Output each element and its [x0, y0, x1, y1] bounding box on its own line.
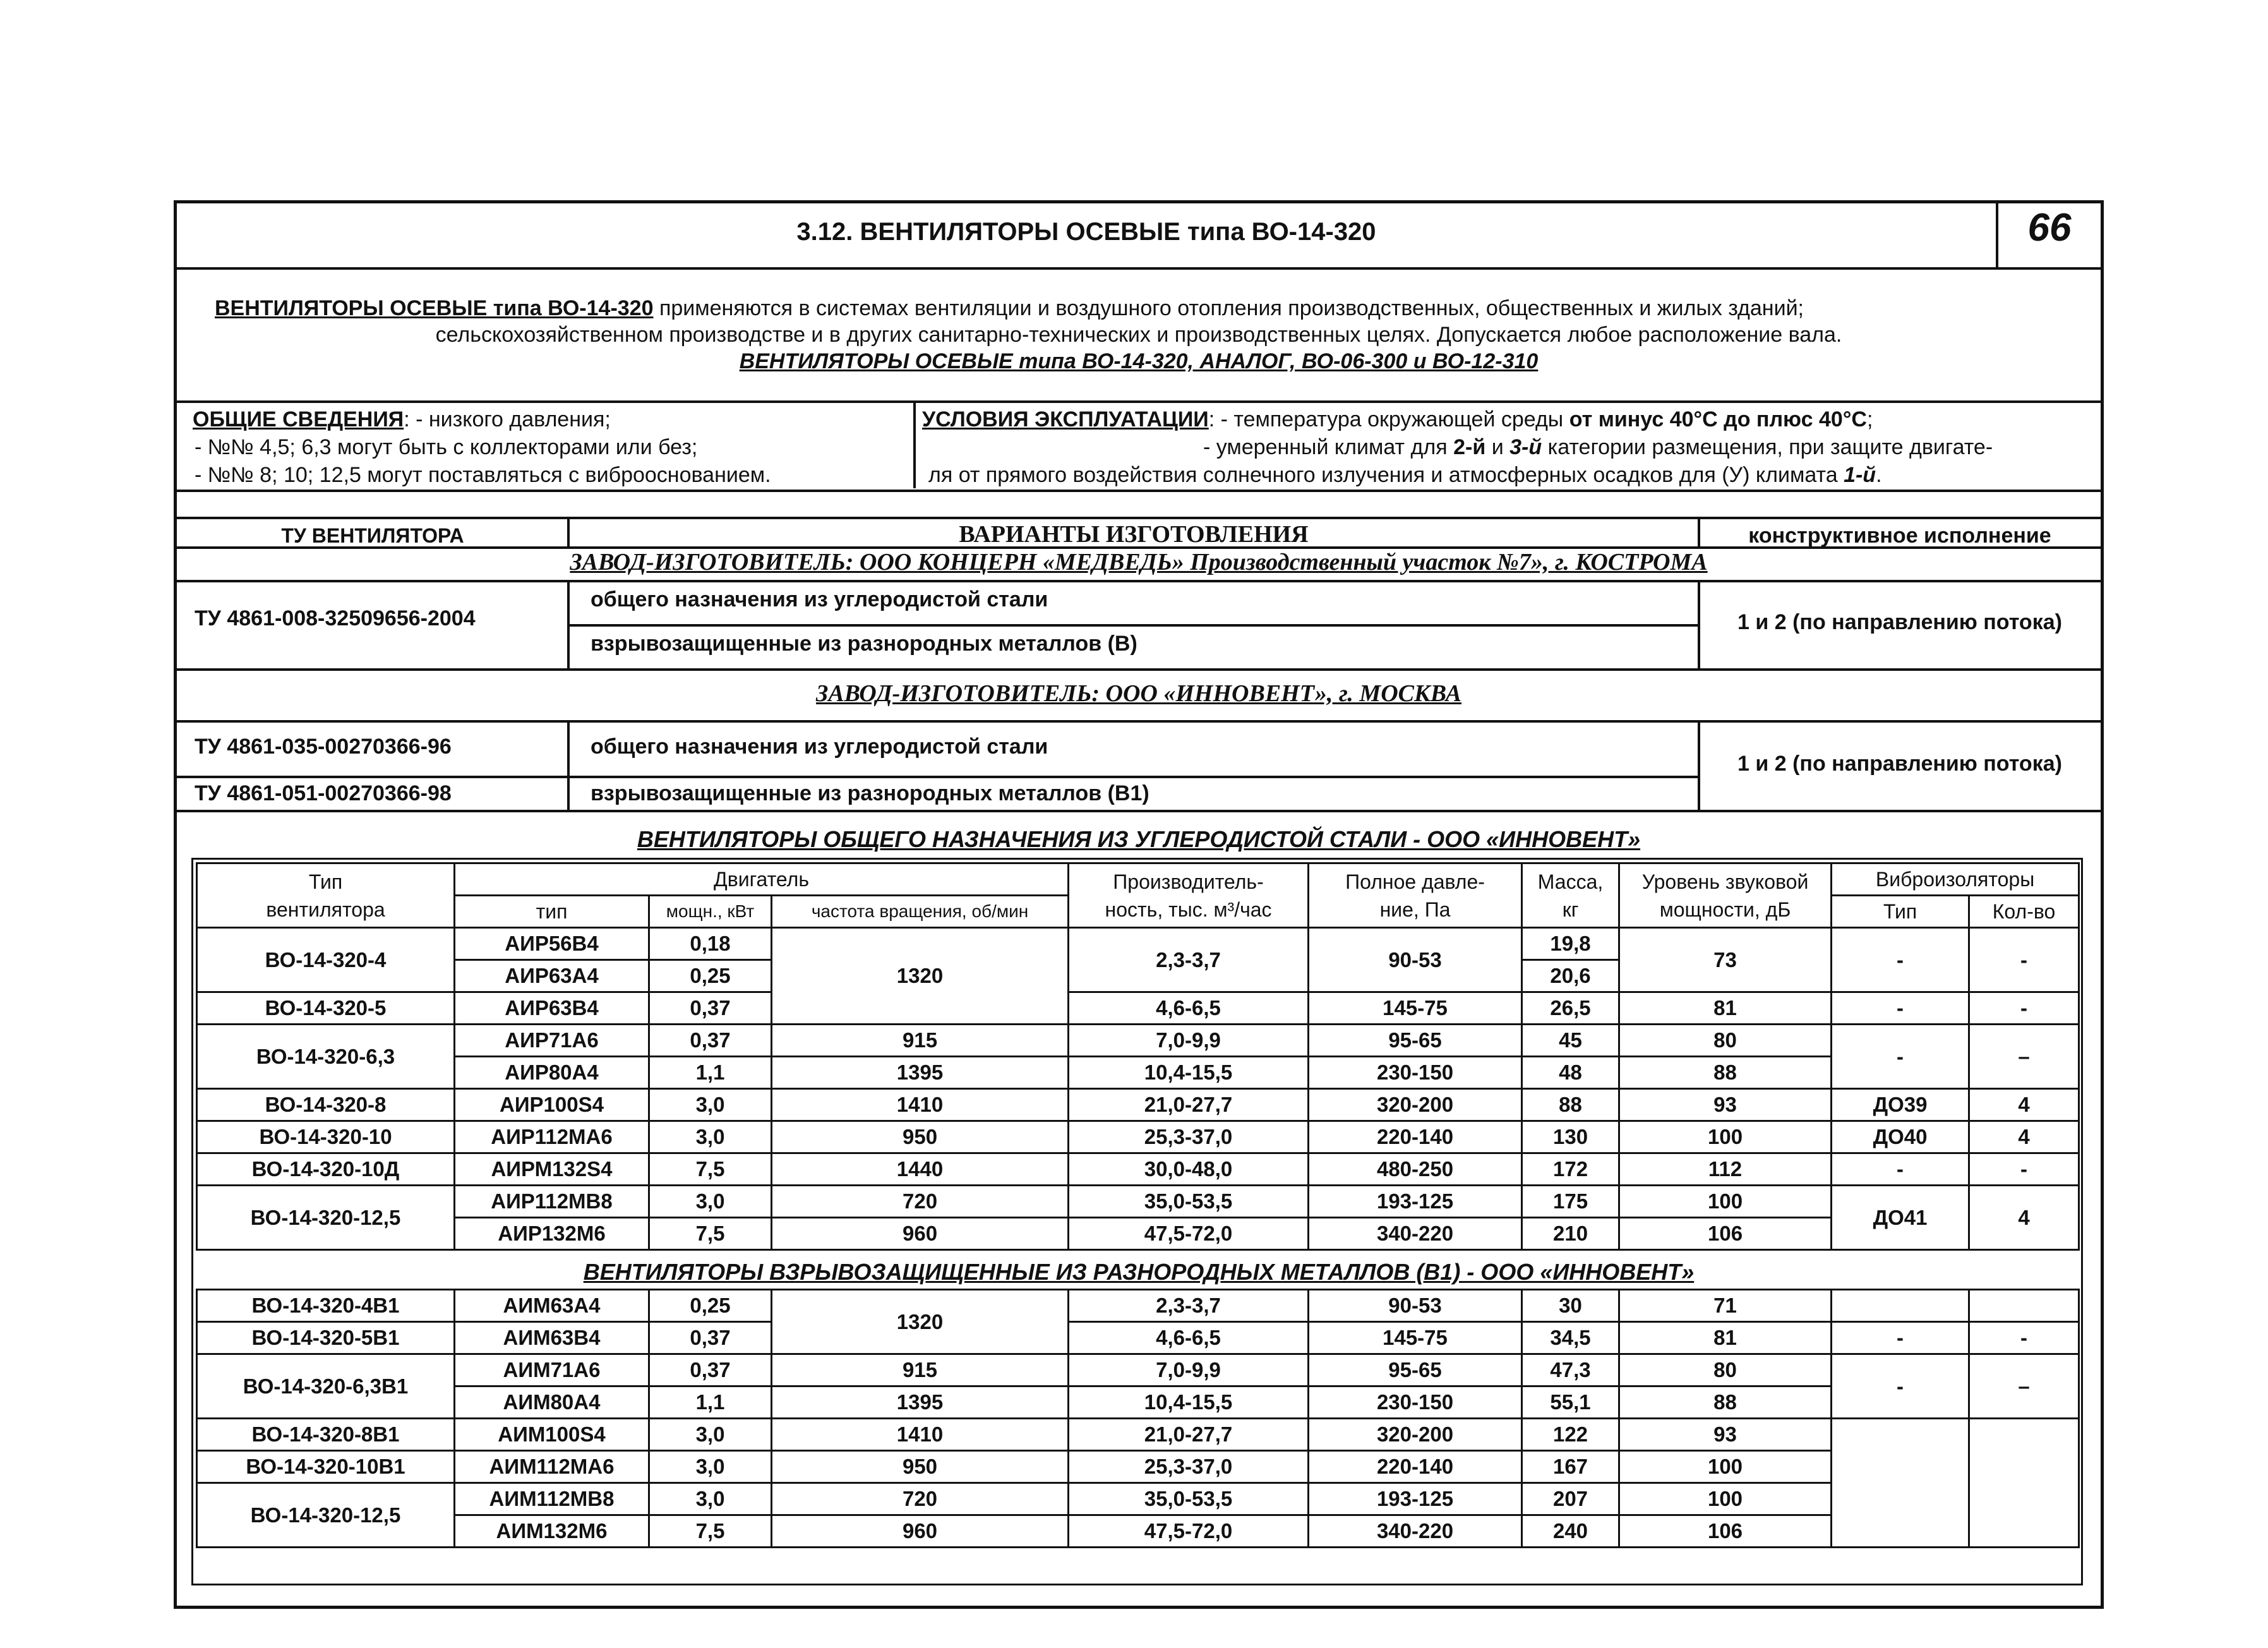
intro-lead: ВЕНТИЛЯТОРЫ ОСЕВЫЕ типа ВО-14-320: [215, 296, 654, 320]
h-engine-type: тип: [455, 896, 649, 928]
maker1-variant-2: взрывозащищенные из разнородных металлов (В): [591, 632, 1137, 656]
cell: ВО-14-320-4В1: [197, 1290, 455, 1322]
cell: 73: [1619, 928, 1832, 992]
cell: ДО41: [1832, 1186, 1969, 1250]
conditions-line-1: [922, 406, 1873, 433]
cell: ВО-14-320-12,5: [197, 1483, 455, 1548]
cell: 80: [1619, 1025, 1832, 1057]
cell: 95-65: [1309, 1354, 1522, 1386]
variants-divider-2: [1698, 518, 1700, 546]
conditions-line-2-e: категории размещения, при защите двигате-: [1542, 435, 1993, 459]
cell: 88: [1619, 1057, 1832, 1089]
maker1-heading: ЗАВОД-ИЗГОТОВИТЕЛЬ: ООО КОНЦЕРН «МЕДВЕДЬ» Производственный участок №7», г. КОСТРОМА: [570, 549, 1708, 575]
cell: 960: [772, 1218, 1069, 1250]
cell: 26,5: [1522, 992, 1619, 1025]
cell: 7,0-9,9: [1069, 1025, 1309, 1057]
cell: 915: [772, 1025, 1069, 1057]
cell: 100: [1619, 1186, 1832, 1218]
cell: 19,8: [1522, 928, 1619, 960]
cell: 81: [1619, 992, 1832, 1025]
cell: 90-53: [1309, 1290, 1522, 1322]
cell: 106: [1619, 1218, 1832, 1250]
conditions-line-2: [1203, 433, 1993, 461]
cell: 1,1: [649, 1057, 772, 1089]
cell: 220-140: [1309, 1451, 1522, 1483]
cell: 71: [1619, 1290, 1832, 1322]
cell: 3,0: [649, 1121, 772, 1153]
cell: 112: [1619, 1153, 1832, 1186]
cell: 1320: [772, 928, 1069, 1025]
cell: ВО-14-320-4: [197, 928, 455, 992]
variants-top-rule: [177, 517, 2101, 519]
cell: 81: [1619, 1322, 1832, 1354]
h-noise-2: мощности, дБ: [1659, 898, 1791, 921]
conditions-line-3: [928, 461, 1882, 489]
cell: 3,0: [649, 1186, 772, 1218]
table1-caption: ВЕНТИЛЯТОРЫ ОБЩЕГО НАЗНАЧЕНИЯ ИЗ УГЛЕРОДИСТОЙ СТАЛИ - ООО «ИННОВЕНТ»: [637, 826, 1641, 852]
maker2-variant-1: общего назначения из углеродистой стали: [591, 735, 1048, 759]
cell: ВО-14-320-5: [197, 992, 455, 1025]
cell: 93: [1619, 1419, 1832, 1451]
cell: 1,1: [649, 1386, 772, 1419]
cell: 21,0-27,7: [1069, 1419, 1309, 1451]
maker1-variant-1: общего назначения из углеродистой стали: [591, 587, 1048, 611]
cell: 35,0-53,5: [1069, 1186, 1309, 1218]
maker2-tu-2: ТУ 4861-051-00270366-98: [195, 781, 452, 805]
cell: АИМ112МА6: [455, 1451, 649, 1483]
general-line-1-text: : - низкого давления;: [404, 407, 611, 431]
h-vib-qty: Кол-во: [1969, 896, 2079, 928]
maker2-variant-2: взрывозащищенные из разнородных металлов (В1): [591, 781, 1149, 805]
intro-line-2: сельскохозяйственном производстве и в других санитарно-технических и производственных целях. Допускается любое расположение вала.: [435, 323, 1842, 347]
cell: 0,37: [649, 1025, 772, 1057]
cell: 720: [772, 1483, 1069, 1515]
maker2-heading: ЗАВОД-ИЗГОТОВИТЕЛЬ: ООО «ИННОВЕНТ», г. МОСКВА: [815, 680, 1462, 707]
cell: 320-200: [1309, 1089, 1522, 1121]
maker1-tu: ТУ 4861-008-32509656-2004: [195, 606, 476, 630]
maker2-rule: [177, 720, 2101, 723]
cell: 240: [1522, 1515, 1619, 1548]
h-vibration: Виброизоляторы: [1832, 863, 2079, 896]
h-engine-power: мощн., кВт: [649, 896, 772, 928]
tables-box: [191, 858, 2083, 1585]
table2-caption: ВЕНТИЛЯТОРЫ ВЗРЫВОЗАЩИЩЕННЫЕ ИЗ РАЗНОРОДНЫХ МЕТАЛЛОВ (В1) - ООО «ИННОВЕНТ»: [583, 1259, 1695, 1285]
cell: ВО-14-320-10: [197, 1121, 455, 1153]
intro-analog: ВЕНТИЛЯТОРЫ ОСЕВЫЕ типа ВО-14-320, АНАЛОГ, ВО-06-300 и ВО-12-310: [739, 349, 1539, 373]
cell: ВО-14-320-8В1: [197, 1419, 455, 1451]
cell: ВО-14-320-10Д: [197, 1153, 455, 1186]
cell: АИР112МВ8: [455, 1186, 649, 1218]
cell: 130: [1522, 1121, 1619, 1153]
cell: АИР63В4: [455, 992, 649, 1025]
cell: 4: [1969, 1121, 2079, 1153]
conditions-line-2-c: и: [1485, 435, 1510, 459]
cell: 88: [1522, 1089, 1619, 1121]
cell: 88: [1619, 1386, 1832, 1419]
cell: 320-200: [1309, 1419, 1522, 1451]
cell: 193-125: [1309, 1483, 1522, 1515]
cell: -: [1969, 1322, 2079, 1354]
cell: 340-220: [1309, 1218, 1522, 1250]
cell: ДО40: [1832, 1121, 1969, 1153]
cell: 7,0-9,9: [1069, 1354, 1309, 1386]
general-label: ОБЩИЕ СВЕДЕНИЯ: [193, 407, 404, 431]
title-rule: [177, 267, 2101, 270]
maker2-tu-1: ТУ 4861-035-00270366-96: [195, 735, 452, 759]
variants-col-design: конструктивное исполнение: [1748, 524, 2051, 548]
cell: 47,3: [1522, 1354, 1619, 1386]
conditions-line-2-a: - умеренный климат для: [1203, 435, 1454, 459]
cell: 10,4-15,5: [1069, 1057, 1309, 1089]
variants-col-variants: ВАРИАНТЫ ИЗГОТОВЛЕНИЯ: [959, 521, 1309, 548]
cell: 47,5-72,0: [1069, 1515, 1309, 1548]
cell: 48: [1522, 1057, 1619, 1089]
conditions-line-3-b: 1-й: [1844, 463, 1876, 487]
cell: 2,3-3,7: [1069, 928, 1309, 992]
cell: 172: [1522, 1153, 1619, 1186]
cell: 720: [772, 1186, 1069, 1218]
cell: 93: [1619, 1089, 1832, 1121]
cell: 25,3-37,0: [1069, 1121, 1309, 1153]
conditions-line-2-b: 2-й: [1453, 435, 1486, 459]
h-mass-1: Масса,: [1537, 870, 1604, 893]
cell: 3,0: [649, 1089, 772, 1121]
cell: 3,0: [649, 1483, 772, 1515]
cell: 25,3-37,0: [1069, 1451, 1309, 1483]
cell: 80: [1619, 1354, 1832, 1386]
cell: 4,6-6,5: [1069, 992, 1309, 1025]
cell: АИМ63В4: [455, 1322, 649, 1354]
cell: -: [1832, 928, 1969, 992]
cell: 100: [1619, 1451, 1832, 1483]
intro-rule: [177, 400, 2101, 403]
conditions-line-1-end: ;: [1866, 407, 1873, 431]
h-performance-1: Производитель-: [1113, 870, 1264, 893]
cell: -: [1832, 1025, 1969, 1089]
title-divider: [1996, 202, 1998, 268]
cell: 122: [1522, 1419, 1619, 1451]
cell: АИМ100S4: [455, 1419, 649, 1451]
h-pressure-2: ние, Па: [1379, 898, 1451, 921]
cell: 340-220: [1309, 1515, 1522, 1548]
cell: ВО-14-320-8: [197, 1089, 455, 1121]
cell: 106: [1619, 1515, 1832, 1548]
general-line-3: - №№ 8; 10; 12,5 могут поставляться с виброоснованием.: [195, 463, 771, 487]
cell: 0,37: [649, 992, 772, 1025]
cell: 1395: [772, 1386, 1069, 1419]
conditions-label: УСЛОВИЯ ЭКСПЛУАТАЦИИ: [922, 407, 1209, 431]
cell: АИР112МА6: [455, 1121, 649, 1153]
cell: 21,0-27,7: [1069, 1089, 1309, 1121]
cell: -: [1832, 1153, 1969, 1186]
maker1-bottom-rule: [177, 668, 2101, 671]
cell: 0,25: [649, 960, 772, 992]
cell: 7,5: [649, 1153, 772, 1186]
cell: АИР100S4: [455, 1089, 649, 1121]
conditions-line-3-a: ля от прямого воздействия солнечного излучения и атмосферных осадков для (У) климата: [928, 463, 1844, 487]
variants-divider-1: [567, 518, 570, 546]
cell: АИМ63А4: [455, 1290, 649, 1322]
cell: 55,1: [1522, 1386, 1619, 1419]
variants-col-tu: ТУ ВЕНТИЛЯТОРА: [281, 524, 464, 547]
cell: 4: [1969, 1089, 2079, 1121]
cell: 950: [772, 1121, 1069, 1153]
h-mass-2: кг: [1562, 898, 1579, 921]
cell: 1440: [772, 1153, 1069, 1186]
maker2-design: 1 и 2 (по направлению потока): [1737, 752, 2062, 776]
cell: 4: [1969, 1186, 2079, 1250]
cell: 3,0: [649, 1419, 772, 1451]
cell: 950: [772, 1451, 1069, 1483]
cell: 210: [1522, 1218, 1619, 1250]
cell: 20,6: [1522, 960, 1619, 992]
cell: -: [1832, 992, 1969, 1025]
cell: 1395: [772, 1057, 1069, 1089]
h-engine-speed: частота вращения, об/мин: [772, 896, 1069, 928]
page-number: 66: [2027, 206, 2072, 250]
cell: 480-250: [1309, 1153, 1522, 1186]
cell: 34,5: [1522, 1322, 1619, 1354]
cell: АИМ132М6: [455, 1515, 649, 1548]
h-engine: Двигатель: [455, 863, 1069, 896]
cell: 0,37: [649, 1354, 772, 1386]
cell: АИР63А4: [455, 960, 649, 992]
cell: 30: [1522, 1290, 1619, 1322]
cell: АИМ80А4: [455, 1386, 649, 1419]
cell: 45: [1522, 1025, 1619, 1057]
cell: 0,25: [649, 1290, 772, 1322]
cell: 167: [1522, 1451, 1619, 1483]
cell: 960: [772, 1515, 1069, 1548]
cell: 10,4-15,5: [1069, 1386, 1309, 1419]
cell: 193-125: [1309, 1186, 1522, 1218]
cell: 175: [1522, 1186, 1619, 1218]
cell: 30,0-48,0: [1069, 1153, 1309, 1186]
cell: 207: [1522, 1483, 1619, 1515]
cell: АИР80А4: [455, 1057, 649, 1089]
cell: 0,37: [649, 1322, 772, 1354]
cell: АИР71А6: [455, 1025, 649, 1057]
cell: ВО-14-320-6,3: [197, 1025, 455, 1089]
h-pressure-1: Полное давле-: [1345, 870, 1485, 893]
cell: ВО-14-320-5В1: [197, 1322, 455, 1354]
cell: АИМ112МВ8: [455, 1483, 649, 1515]
cell: 100: [1619, 1483, 1832, 1515]
maker1-variant-rule: [568, 624, 1699, 627]
cell: 1410: [772, 1089, 1069, 1121]
h-performance-2: ность, тыс. м³/час: [1105, 898, 1272, 921]
cell: 90-53: [1309, 928, 1522, 992]
cell: 3,0: [649, 1451, 772, 1483]
cell: -: [1969, 1153, 2079, 1186]
general-divider: [913, 402, 916, 488]
general-line-2: - №№ 4,5; 6,3 могут быть с коллекторами или без;: [195, 435, 698, 459]
cell: 220-140: [1309, 1121, 1522, 1153]
maker1-design: 1 и 2 (по направлению потока): [1737, 610, 2062, 634]
cell: 95-65: [1309, 1025, 1522, 1057]
intro-line-1: [215, 294, 1804, 322]
cell: ВО-14-320-6,3В1: [197, 1354, 455, 1419]
cell: –: [1969, 1354, 2079, 1419]
cell: АИРМ132S4: [455, 1153, 649, 1186]
cell: 7,5: [649, 1515, 772, 1548]
cell: 915: [772, 1354, 1069, 1386]
maker1-rule: [177, 580, 2101, 582]
conditions-line-3-c: .: [1876, 463, 1882, 487]
cell: АИР56В4: [455, 928, 649, 960]
page-title: 3.12. ВЕНТИЛЯТОРЫ ОСЕВЫЕ типа ВО-14-320: [796, 218, 1376, 246]
cell: 145-75: [1309, 1322, 1522, 1354]
cell: ВО-14-320-10В1: [197, 1451, 455, 1483]
h-fan-type-1: Тип: [308, 870, 343, 893]
cell: ДО39: [1832, 1089, 1969, 1121]
cell: 100: [1619, 1121, 1832, 1153]
conditions-temperature: от минус 40°С до плюс 40°С: [1569, 407, 1867, 431]
h-vib-type: Тип: [1832, 896, 1969, 928]
cell: 7,5: [649, 1218, 772, 1250]
cell: 230-150: [1309, 1386, 1522, 1419]
cell: 47,5-72,0: [1069, 1218, 1309, 1250]
cell: АИР132М6: [455, 1218, 649, 1250]
cell: 2,3-3,7: [1069, 1290, 1309, 1322]
general-line-1: [193, 406, 611, 433]
cell: ВО-14-320-12,5: [197, 1186, 455, 1250]
maker2-bottom-rule: [177, 810, 2101, 812]
cell: АИМ71А6: [455, 1354, 649, 1386]
maker2-divider-1: [567, 721, 570, 810]
cell: -: [1832, 1322, 1969, 1354]
conditions-line-1-text: : - температура окружающей среды: [1208, 407, 1569, 431]
cell: 4,6-6,5: [1069, 1322, 1309, 1354]
cell: 1410: [772, 1419, 1069, 1451]
maker2-mid-rule: [177, 776, 1699, 778]
cell: -: [1832, 1354, 1969, 1419]
h-noise-1: Уровень звуковой: [1641, 870, 1809, 893]
cell: 1320: [772, 1290, 1069, 1354]
intro-line-1-text: применяются в системах вентиляции и воздушного отопления производственных, общественных и жилых зданий;: [653, 296, 1804, 320]
h-fan-type-2: вентилятора: [266, 898, 385, 921]
cell: 230-150: [1309, 1057, 1522, 1089]
conditions-line-2-d: 3-й: [1509, 435, 1542, 459]
general-rule: [177, 490, 2101, 492]
cell: -: [1969, 928, 2079, 992]
cell: –: [1969, 1025, 2079, 1089]
cell: 0,18: [649, 928, 772, 960]
cell: -: [1969, 992, 2079, 1025]
cell: 145-75: [1309, 992, 1522, 1025]
cell: 35,0-53,5: [1069, 1483, 1309, 1515]
